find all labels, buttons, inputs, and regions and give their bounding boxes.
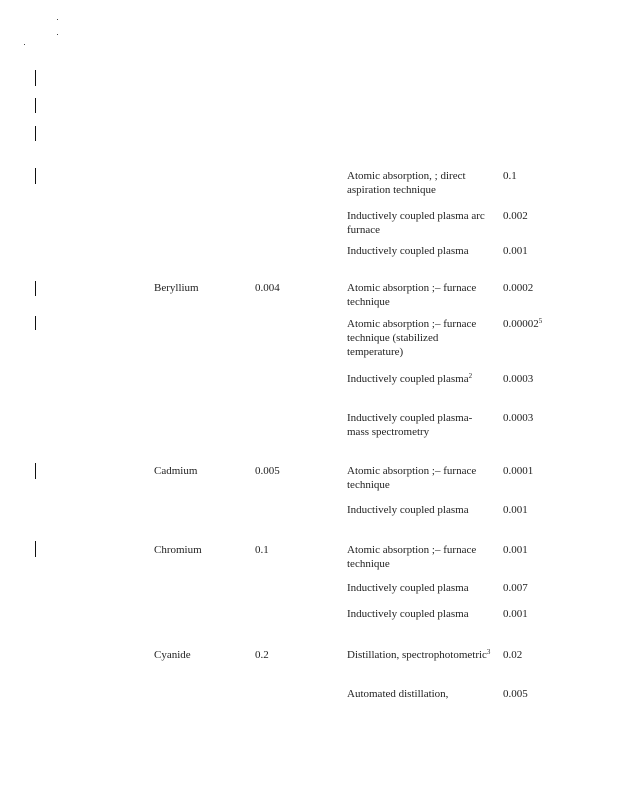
detection-limit: 0.002 [503, 210, 528, 222]
mcl-value: 0.005 [255, 465, 280, 477]
method-text [347, 648, 492, 662]
change-bar [35, 281, 36, 296]
scan-speck [57, 19, 58, 20]
element-name: Chromium [154, 544, 202, 556]
footnote-marker: 2 [468, 372, 473, 380]
method-text: Atomic absorption ;– furnace technique [347, 465, 477, 491]
detection-limit: 0.0002 [503, 282, 534, 294]
change-bar [35, 541, 36, 557]
method-text: Atomic absorption, ; direct aspiration technique [347, 170, 466, 196]
method-text: Inductively coupled plasma [347, 245, 469, 257]
mcl-value: 0.004 [255, 282, 280, 294]
detection-limit: 0.0003 [503, 412, 534, 424]
method-text [347, 372, 472, 386]
detection-limit: 0.001 [503, 504, 528, 516]
change-bar [35, 316, 36, 330]
method-text: Automated distillation, [347, 688, 449, 700]
method-text: Atomic absorption ;– furnace technique [347, 282, 477, 308]
footnote-marker: 5 [538, 317, 543, 325]
detection-limit: 0.0001 [503, 465, 534, 477]
method-text: Inductively coupled plasma [347, 504, 469, 516]
method-text: Inductively coupled plasma-mass spectrometry [347, 412, 473, 438]
footnote-marker: 3 [486, 648, 491, 656]
detection-limit: 0.1 [503, 170, 517, 182]
detection-limit: 0.005 [503, 688, 528, 700]
element-name: Beryllium [154, 282, 199, 294]
method-label: Distillation, spectrophotometric [347, 649, 487, 661]
change-bar [35, 70, 36, 86]
scan-speck [57, 34, 58, 35]
detection-limit: 0.02 [503, 649, 523, 661]
element-name: Cadmium [154, 465, 198, 477]
detection-limit: 0.001 [503, 608, 528, 620]
change-bar [35, 98, 36, 113]
change-bar [35, 168, 36, 184]
change-bar [35, 126, 36, 141]
method-text: Atomic absorption ;– furnace technique [347, 544, 477, 570]
mcl-value: 0.2 [255, 649, 269, 661]
detection-limit: 0.0003 [503, 373, 534, 385]
method-text: Inductively coupled plasma [347, 608, 469, 620]
method-text: Inductively coupled plasma [347, 582, 469, 594]
method-text: Inductively coupled plasma arc furnace [347, 210, 485, 236]
detection-limit: 0.001 [503, 245, 528, 257]
element-name: Cyanide [154, 649, 191, 661]
mcl-value: 0.1 [255, 544, 269, 556]
detection-limit: 0.007 [503, 582, 528, 594]
scan-speck [24, 44, 25, 45]
detection-limit-value: 0.00002 [503, 318, 539, 330]
method-label: Inductively coupled plasma [347, 373, 469, 385]
detection-limit: 0.001 [503, 544, 528, 556]
change-bar [35, 463, 36, 479]
detection-limit [503, 317, 542, 331]
method-text: Atomic absorption ;– furnace technique (stabilized temperature) [347, 318, 477, 358]
